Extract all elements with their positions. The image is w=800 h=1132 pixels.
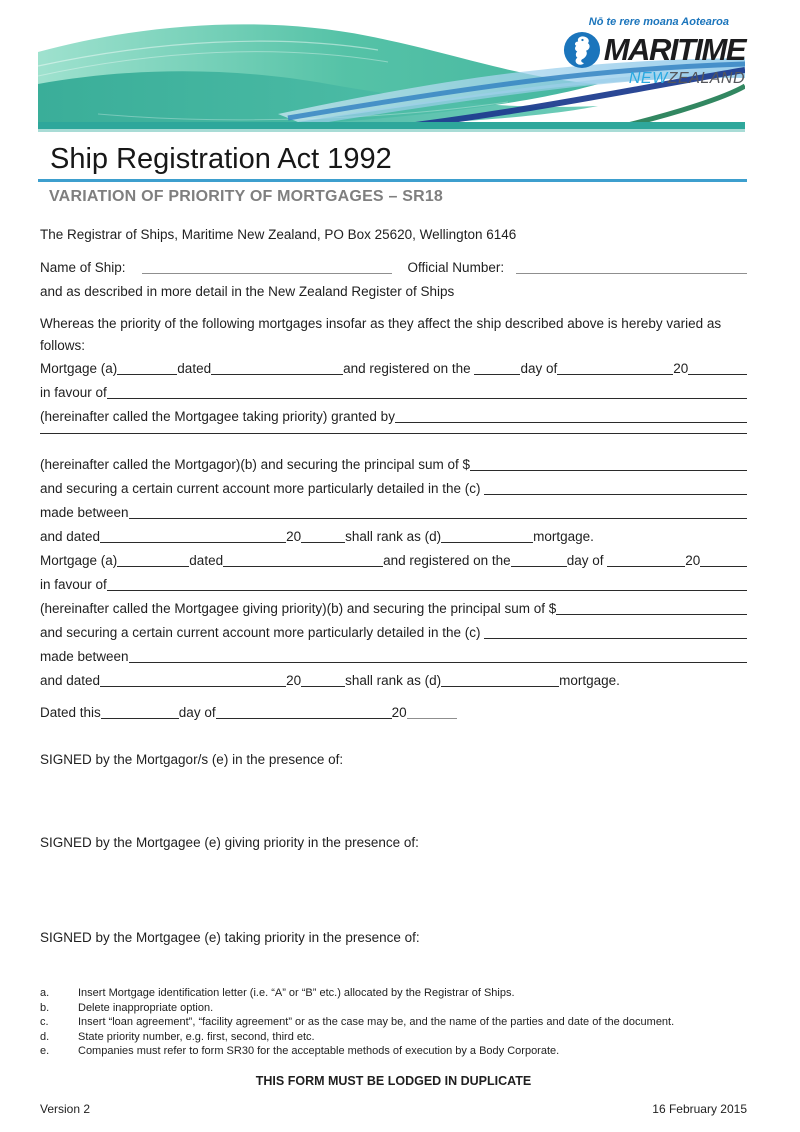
form-text: and securing a certain current account more particularly detailed in the (c) bbox=[40, 480, 485, 496]
form-text: Mortgage (a) bbox=[40, 360, 118, 376]
form-line bbox=[40, 525, 747, 549]
form-text: mortgage. bbox=[559, 672, 620, 688]
footnote-text: State priority number, e.g. first, second, third etc. bbox=[78, 1030, 315, 1043]
form-line bbox=[40, 429, 747, 453]
blank-field bbox=[484, 636, 747, 639]
signed-mortgagee-giving-statement: SIGNED by the Mortgagee (e) giving priority in the presence of: bbox=[40, 834, 419, 850]
brand-maritime: MARITIME bbox=[603, 31, 745, 67]
brand-new: NEW bbox=[628, 70, 668, 87]
blank-field bbox=[557, 372, 673, 375]
blank-field bbox=[607, 564, 685, 567]
form-text: in favour of bbox=[40, 576, 107, 592]
form-line bbox=[40, 357, 747, 381]
brand-zealand: ZEALAND bbox=[667, 70, 745, 87]
blank-field bbox=[101, 716, 179, 719]
blank-field bbox=[688, 372, 747, 375]
blank-field bbox=[441, 540, 533, 543]
form-text: 20 bbox=[286, 672, 302, 688]
whereas-paragraph: Whereas the priority of the following mortgages insofar as they affect the ship described above is hereby varied as follows: bbox=[40, 315, 722, 353]
blank-field bbox=[301, 540, 345, 543]
form-text: and securing a certain current account more particularly detailed in the (c) bbox=[40, 624, 485, 640]
form-text: Name of Ship: bbox=[40, 259, 126, 275]
described-line: and as described in more detail in the New Zealand Register of Ships bbox=[40, 283, 455, 299]
footnote-row bbox=[40, 1001, 747, 1016]
blank-field bbox=[223, 564, 383, 567]
blank-field bbox=[129, 660, 747, 663]
form-text: in favour of bbox=[40, 384, 107, 400]
blank-field bbox=[117, 564, 189, 567]
page-header bbox=[38, 14, 747, 132]
form-text: made between bbox=[40, 648, 129, 664]
blank-field bbox=[100, 540, 286, 543]
form-text: 20 bbox=[286, 528, 302, 544]
form-line bbox=[40, 381, 747, 405]
form-text: shall rank as (d) bbox=[345, 528, 442, 544]
title-rule bbox=[38, 179, 747, 182]
footnote-row bbox=[40, 1030, 747, 1045]
form-text: Dated this bbox=[40, 704, 101, 720]
form-text: dated bbox=[189, 552, 224, 568]
form-text: day of bbox=[178, 704, 216, 720]
form-text: and registered on the bbox=[343, 360, 475, 376]
blank-field bbox=[474, 372, 520, 375]
form-text: Mortgage (a) bbox=[40, 552, 118, 568]
form-text: shall rank as (d) bbox=[345, 672, 442, 688]
footnote-text: Insert “loan agreement”, “facility agreement” or as the case may be, and the name of the parties and date of the document. bbox=[78, 1016, 675, 1029]
blank-field bbox=[441, 684, 559, 687]
blank-field bbox=[142, 271, 392, 274]
blank-field bbox=[556, 612, 747, 615]
form-line bbox=[40, 501, 747, 525]
blank-field bbox=[301, 684, 345, 687]
blank-field bbox=[700, 564, 747, 567]
blank-field bbox=[211, 372, 343, 375]
footnote-letter: e. bbox=[40, 1045, 50, 1058]
form-text: made between bbox=[40, 504, 129, 520]
form-line bbox=[40, 405, 747, 429]
form-line bbox=[40, 549, 747, 573]
form-text: dated bbox=[177, 360, 212, 376]
date-label: 16 February 2015 bbox=[652, 1101, 747, 1116]
blank-field bbox=[40, 431, 747, 434]
form-line bbox=[40, 573, 747, 597]
form-text: mortgage. bbox=[533, 528, 594, 544]
page-subtitle: VARIATION OF PRIORITY OF MORTGAGES – SR18 bbox=[49, 187, 444, 205]
seahorse-icon bbox=[563, 31, 601, 69]
footnote-row bbox=[40, 986, 747, 1001]
form-text: and registered on the bbox=[383, 552, 511, 568]
form-text: day of bbox=[566, 552, 608, 568]
blank-field bbox=[129, 516, 747, 519]
logo-tagline: Nō te rere moana Aotearoa bbox=[588, 16, 729, 28]
registrar-address: The Registrar of Ships, Maritime New Zealand, PO Box 25620, Wellington 6146 bbox=[40, 226, 517, 242]
duplicate-notice: THIS FORM MUST BE LODGED IN DUPLICATE bbox=[255, 1073, 532, 1088]
mortgage-section-1 bbox=[40, 357, 747, 549]
form-text: and dated bbox=[40, 528, 101, 544]
form-line bbox=[40, 645, 747, 669]
footnote-text: Insert Mortgage identification letter (i.e. “A” or “B” etc.) allocated by the Registrar of Ships. bbox=[78, 987, 515, 999]
blank-field bbox=[395, 420, 747, 423]
form-text: 20 bbox=[685, 552, 701, 568]
blank-field bbox=[216, 716, 392, 719]
form-text: Official Number: bbox=[407, 259, 505, 275]
page-title: Ship Registration Act 1992 bbox=[50, 143, 392, 175]
version-label: Version 2 bbox=[40, 1101, 91, 1116]
blank-field bbox=[511, 564, 567, 567]
form-text: day of bbox=[520, 360, 558, 376]
brand-new-zealand bbox=[629, 71, 745, 87]
form-line bbox=[40, 669, 747, 693]
mortgage-section-2 bbox=[40, 549, 747, 693]
footnote-text: Delete inappropriate option. bbox=[78, 1001, 214, 1014]
footnote-row bbox=[40, 1044, 747, 1059]
signed-mortgagee-taking-statement: SIGNED by the Mortgagee (e) taking priority in the presence of: bbox=[40, 929, 420, 945]
blank-field bbox=[407, 716, 457, 719]
maritime-nz-logo bbox=[563, 16, 745, 87]
footnote-text: Companies must refer to form SR30 for the acceptable methods of execution by a Body Corporate. bbox=[78, 1045, 560, 1058]
footnote-letter: d. bbox=[40, 1030, 50, 1043]
dated-line bbox=[40, 701, 747, 725]
footnote-row bbox=[40, 1015, 747, 1030]
blank-field bbox=[516, 271, 747, 274]
blank-field bbox=[470, 468, 747, 471]
blank-field bbox=[107, 588, 747, 591]
form-text: (hereinafter called the Mortgagor)(b) and securing the principal sum of $ bbox=[40, 456, 470, 472]
form-text: (hereinafter called the Mortgagee taking priority) granted by bbox=[40, 408, 395, 424]
form-text: 20 bbox=[391, 704, 407, 720]
form-text: 20 bbox=[673, 360, 689, 376]
blank-field bbox=[117, 372, 177, 375]
blank-field bbox=[107, 396, 747, 399]
form-line bbox=[40, 477, 747, 501]
form-line bbox=[40, 621, 747, 645]
footnote-letter: b. bbox=[40, 1001, 50, 1014]
blank-field bbox=[484, 492, 747, 495]
blank-field bbox=[100, 684, 286, 687]
form-line bbox=[40, 597, 747, 621]
page-footer-block bbox=[40, 986, 747, 1116]
form-text: and dated bbox=[40, 672, 101, 688]
ship-name-row bbox=[40, 255, 747, 281]
form-line bbox=[40, 453, 747, 477]
footnote-letter: c. bbox=[40, 1016, 49, 1029]
signed-mortgagor-statement: SIGNED by the Mortgagor/s (e) in the presence of: bbox=[40, 751, 344, 767]
footnote-letter: a. bbox=[40, 987, 50, 999]
form-text: (hereinafter called the Mortgagee giving priority)(b) and securing the principal sum of $ bbox=[40, 600, 557, 616]
